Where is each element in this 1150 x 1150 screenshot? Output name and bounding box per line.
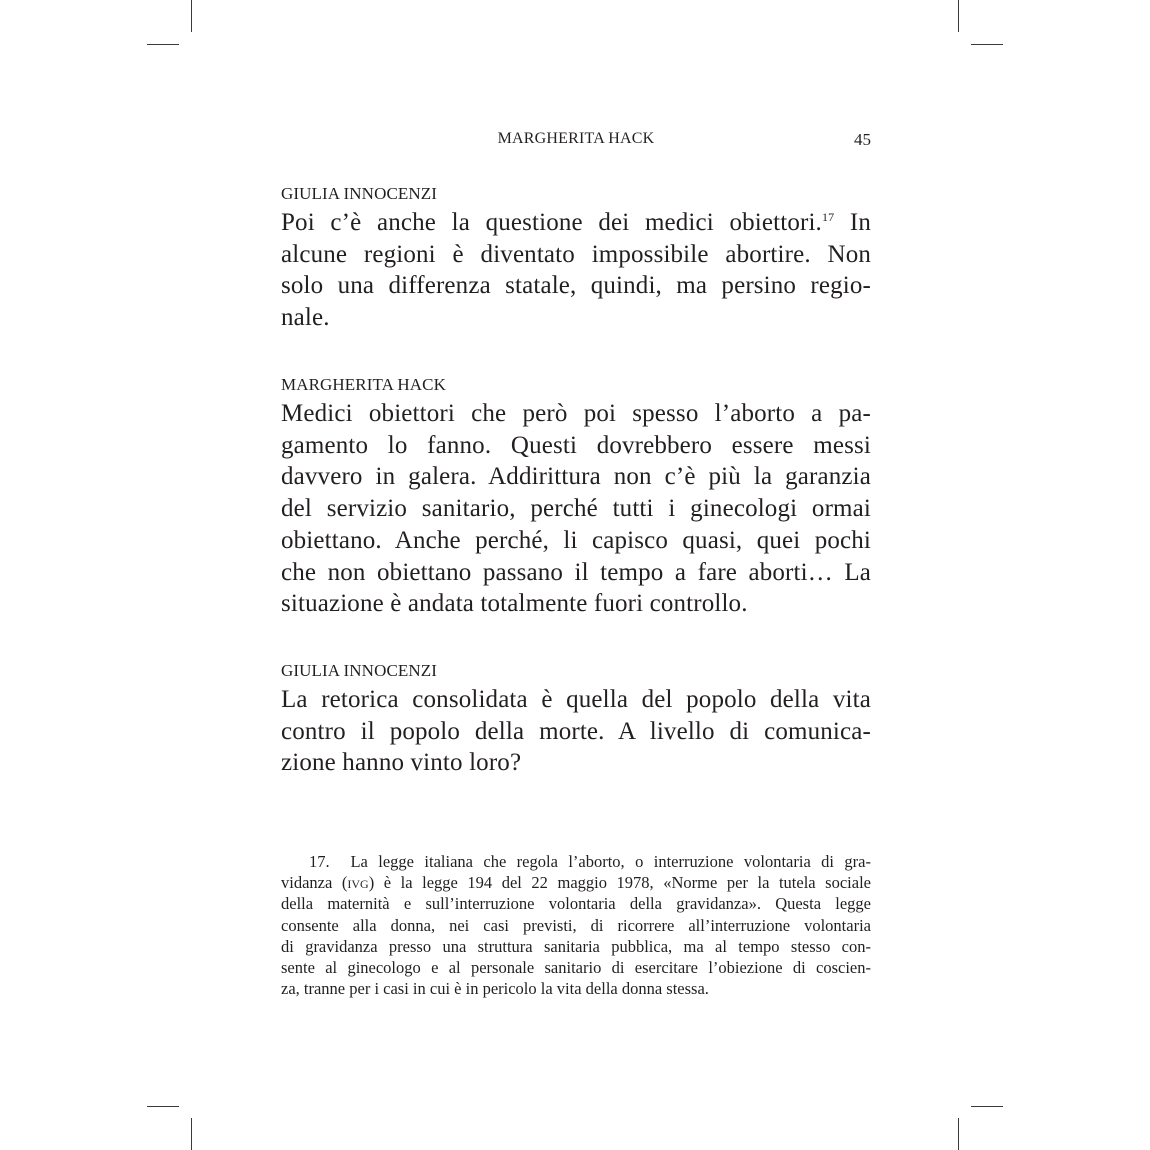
- dialogue-block: [281, 183, 871, 334]
- footnote-number: 17.: [309, 852, 330, 871]
- dialogue-block: [281, 374, 871, 620]
- footnote-text: vidanza (: [281, 873, 348, 893]
- dialogue-block: [281, 660, 871, 779]
- footnote: [281, 851, 871, 999]
- crop-mark-top-left-horizontal: [147, 44, 179, 45]
- footnote-reference[interactable]: 17: [821, 210, 835, 224]
- speech-line: che non obiettano passano il tempo a fare aborti… La: [281, 558, 871, 586]
- crop-mark-bottom-right-vertical: [958, 1118, 959, 1150]
- crop-mark-top-right-horizontal: [971, 44, 1003, 45]
- crop-mark-bottom-left-vertical: [191, 1118, 192, 1150]
- speech-fragment: Poi c’è anche la questione dei medici obiettori.: [281, 209, 822, 236]
- footnote-text: ) è la legge 194 del 22 maggio 1978, «Norme per la tutela sociale: [368, 873, 871, 893]
- speech-line: obiettano. Anche perché, li capisco quasi, quei pochi: [281, 526, 871, 554]
- crop-mark-bottom-right-horizontal: [971, 1106, 1003, 1107]
- speech-line: gamento lo fanno. Questi dovrebbero essere messi: [281, 431, 871, 459]
- speech-line: contro il popolo della morte. A livello di comunica-: [281, 717, 871, 745]
- running-head-title: MARGHERITA HACK: [497, 130, 655, 147]
- speaker-name: GIULIA INNOCENZI: [281, 184, 437, 203]
- running-head: [281, 128, 871, 150]
- crop-mark-bottom-left-horizontal: [147, 1106, 179, 1107]
- speech-fragment: In: [834, 209, 871, 236]
- footnote-text: La legge italiana che regola l’aborto, o interruzione volontaria di gra-: [350, 852, 871, 871]
- footnote-line: [281, 851, 871, 872]
- footnote-line: sente al ginecologo e al personale sanitario di esercitare l’obiezione di coscien-: [281, 958, 871, 978]
- footnote-line: za, tranne per i casi in cui è in pericolo la vita della donna stessa.: [281, 979, 709, 999]
- speech-text: [281, 398, 871, 620]
- footnote-line: [281, 872, 871, 893]
- speaker-name: GIULIA INNOCENZI: [281, 661, 437, 680]
- crop-mark-top-left-vertical: [191, 0, 192, 32]
- speech-line: del servizio sanitario, perché tutti i ginecologi ormai: [281, 495, 871, 523]
- speech-line: alcune regioni è diventato impossibile abortire. Non: [281, 240, 871, 268]
- speech-line: situazione è andata totalmente fuori controllo.: [281, 590, 748, 618]
- speech-line: Medici obiettori che però poi spesso l’aborto a pa-: [281, 400, 871, 427]
- crop-mark-top-right-vertical: [958, 0, 959, 32]
- speech-line: nale.: [281, 304, 330, 332]
- speech-line: La retorica consolidata è quella del popolo della vita: [281, 686, 871, 713]
- speech-line: zione hanno vinto loro?: [281, 749, 522, 777]
- speech-line: solo una differenza statale, quindi, ma persino regio-: [281, 272, 871, 300]
- abbreviation: ivg: [347, 873, 369, 893]
- speaker-name: MARGHERITA HACK: [281, 375, 446, 394]
- speech-text: [281, 684, 871, 779]
- footnote-line: consente alla donna, nei casi previsti, di ricorrere all’interruzione volontaria: [281, 915, 871, 935]
- speech-line: [281, 207, 871, 239]
- footnote-line: della maternità e sull’interruzione volontaria della gravidanza». Questa legge: [281, 894, 871, 914]
- footnote-line: di gravidanza presso una struttura sanitaria pubblica, ma al tempo stesso con-: [281, 936, 871, 956]
- speech-text: [281, 207, 871, 334]
- page-number: 45: [854, 130, 871, 149]
- speech-line: davvero in galera. Addirittura non c’è più la garanzia: [281, 463, 871, 491]
